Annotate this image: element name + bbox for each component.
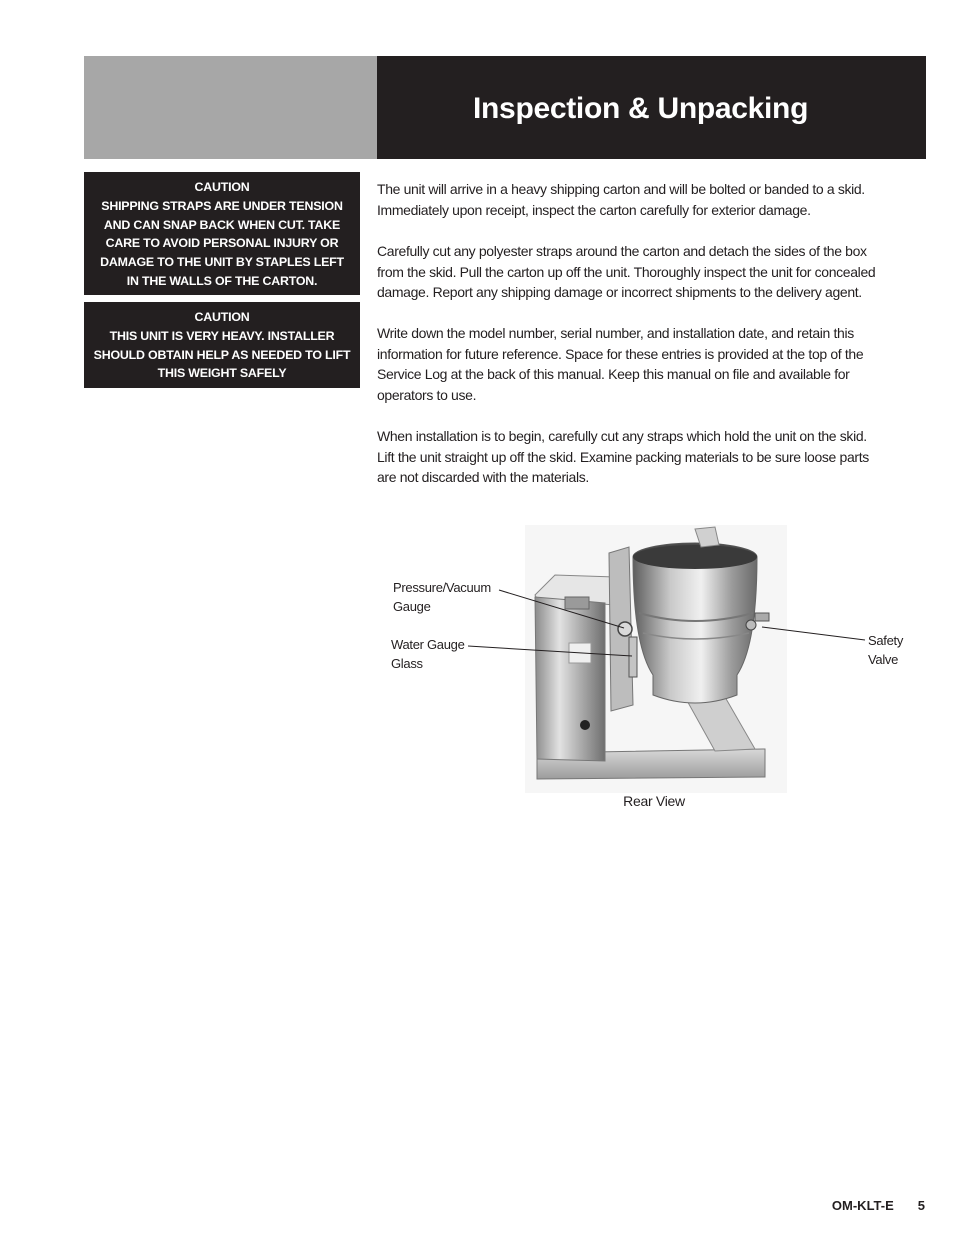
caution-heading: CAUTION [194,180,250,194]
callout-line: Water Gauge [391,637,465,652]
caution-box-straps [84,172,360,295]
caution-text-line: IN THE WALLS OF THE CARTON. [126,273,318,288]
paragraph-line: information for future reference. Space for these entries is provided at the top of the [377,345,864,362]
paragraph-line: Write down the model number, serial number, and installation date, and retain this [377,325,854,341]
page-title: Inspection & Unpacking [473,92,809,125]
document-code: OM-KLT-E [831,1198,894,1213]
paragraph-line: The unit will arrive in a heavy shipping carton and will be bolted or banded to a skid. [377,181,865,197]
callout-safety-valve [868,631,903,669]
caution-text-line: SHIPPING STRAPS ARE UNDER TENSION [101,198,343,213]
caution-heading: CAUTION [194,310,250,324]
callout-line: Glass [391,656,423,671]
page-footer [832,1198,925,1213]
paragraph-line: operators to use. [377,386,477,403]
paragraph-line: Carefully cut any polyester straps around the carton and detach the sides of the box [377,243,867,259]
callout-water-gauge-glass [391,635,465,673]
callout-line: Gauge [393,599,431,614]
callout-pressure-vacuum-gauge [393,578,491,616]
caution-box-heavy [84,302,360,388]
header-title-band [377,56,926,159]
caution-text-line: CARE TO AVOID PERSONAL INJURY OR [105,236,339,251]
caution-text-line: AND CAN SNAP BACK WHEN CUT. TAKE [103,217,341,232]
callout-line: Valve [868,652,899,667]
paragraph-line: Immediately upon receipt, inspect the carton carefully for exterior damage. [377,201,811,218]
paragraph-line: are not discarded with the materials. [377,469,589,486]
page-number: 5 [917,1198,925,1213]
figure-caption: Rear View [623,793,685,809]
kettle-rear-view-photo [525,525,787,793]
caution-text-line: DAMAGE TO THE UNIT BY STAPLES LEFT [100,255,344,270]
paragraph-arrival [377,179,937,220]
paragraph-line: damage. Report any shipping damage or incorrect shipments to the delivery agent. [377,284,862,301]
callout-line: Pressure/Vacuum [393,580,491,595]
caution-text-line: SHOULD OBTAIN HELP AS NEEDED TO LIFT [93,347,351,362]
paragraph-line: Lift the unit straight up off the skid. Examine packing materials to be sure loose parts [377,448,869,465]
paragraph-line: Service Log at the back of this manual. Keep this manual on file and available for [377,366,850,383]
header-gray-band [84,56,377,159]
paragraph-line: When installation is to begin, carefully cut any straps which hold the unit on the skid. [377,428,867,444]
callout-line: Safety [868,633,904,648]
paragraph-installation [377,426,937,488]
paragraph-line: from the skid. Pull the carton up off the unit. Thoroughly inspect the unit for concealed [377,263,876,280]
caution-text-line: THIS UNIT IS VERY HEAVY. INSTALLER [109,328,335,343]
paragraph-straps [377,241,937,303]
caution-text-line: THIS WEIGHT SAFELY [157,366,287,381]
paragraph-records [377,323,937,405]
